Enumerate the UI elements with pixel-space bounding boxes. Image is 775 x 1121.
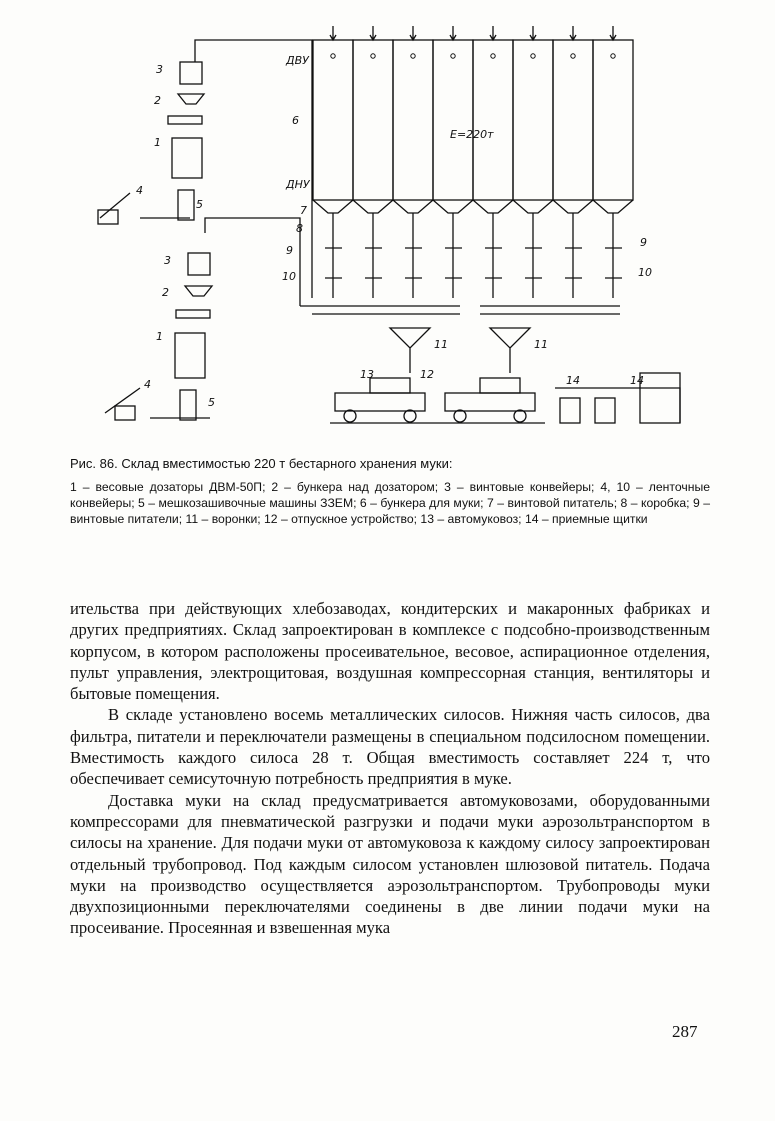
label-capacity: Е=220т xyxy=(450,128,494,141)
label-7: 7 xyxy=(300,204,307,217)
funnel-left xyxy=(390,328,430,373)
label-dnu: ДНУ xyxy=(286,178,310,191)
figure-caption xyxy=(70,456,710,527)
page-number: 287 xyxy=(672,1022,698,1041)
inlet-pipe-2 xyxy=(205,218,300,306)
label-14-b: 14 xyxy=(630,374,644,387)
label-4-lower: 4 xyxy=(144,378,151,391)
inlet-pipe xyxy=(195,40,312,298)
label-3-lower: 3 xyxy=(164,254,171,267)
label-11-left: 11 xyxy=(434,338,448,351)
collector-lines xyxy=(300,306,620,314)
label-11-right: 11 xyxy=(534,338,548,351)
label-2-lower: 2 xyxy=(162,286,169,299)
label-dvu: ДВУ xyxy=(286,54,309,67)
funnel-right xyxy=(490,328,530,373)
diagram-labels xyxy=(136,54,652,409)
label-6: 6 xyxy=(292,114,299,127)
label-9-left: 9 xyxy=(286,244,293,257)
label-10-left: 10 xyxy=(282,270,296,283)
paragraph-3: Доставка муки на склад предусматривается автомуковозами, оборудованными компрессорами для пневматической разгрузки и подачи муки аэрозольтранспортом в силосы на хранение. Для подачи муки от автомуковоза к каждому силосу запроектирован отдельный трубопровод. Под каждым силосом установлен шлюзовой питатель. Подача муки на производство осуществляется аэрозольтранспортом. Трубопроводы муки двухпозиционными переключателями соединены в две линии подачи муки на просеивание. Просеянная и взвешенная мука xyxy=(70,790,710,938)
diagram-lines xyxy=(98,26,680,423)
label-14-a: 14 xyxy=(566,374,580,387)
silos xyxy=(313,40,633,213)
trucks xyxy=(330,378,545,423)
label-1-lower: 1 xyxy=(156,330,163,343)
label-5-upper: 5 xyxy=(196,198,203,211)
inlet-arrows xyxy=(330,26,616,40)
label-2-upper: 2 xyxy=(154,94,161,107)
label-3-upper: 3 xyxy=(156,63,163,76)
label-8: 8 xyxy=(296,222,303,235)
label-9-right: 9 xyxy=(640,236,647,249)
label-5-lower: 5 xyxy=(208,396,215,409)
dosing-line-upper xyxy=(98,62,204,224)
diagram-svg xyxy=(60,18,720,438)
label-4-upper: 4 xyxy=(136,184,143,197)
label-13: 13 xyxy=(360,368,374,381)
label-1-upper: 1 xyxy=(154,136,161,149)
caption-title: Рис. 86. Склад вместимостью 220 т бестарного хранения муки: xyxy=(70,456,453,471)
body-text xyxy=(70,598,710,939)
silo-warehouse-diagram xyxy=(60,18,720,438)
paragraph-2: В складе установлено восемь металлических силосов. Нижняя часть силосов, два фильтра, питатели и переключатели размещены в специальном подсилосном помещении. Вместимость каждого силоса 28 т. Общая вместимость составляет 224 т, что обеспечивает семисуточную потребность предприятия в муке. xyxy=(70,705,710,789)
caption-legend: 1 – весовые дозаторы ДВМ-50П; 2 – бункера над дозатором; 3 – винтовые конвейеры; 4, 10 – ленточные конвейеры; 5 – мешкозашивочные машины ЗЗЕМ; 6 – бункера для муки; 7 – винтовой питатель; 8 – коробка; 9 – винтовые питатели; 11 – воронки; 12 – отпускное устройство; 13 – автомуковоз; 14 – приемные щитки xyxy=(70,480,710,526)
paragraph-1: ительства при действующих хлебозаводах, кондитерских и макаронных фабриках и других предприятиях. Склад запроектирован в комплексе с подсобно-производственным корпусом, в котором расположены просеивательное, весовое, аспирационное отделения, пульт управления, электрощитовая, воздушная компрессорная станция, вентиляторы и бытовые помещения. xyxy=(70,599,710,704)
label-12: 12 xyxy=(420,368,434,381)
label-10-right: 10 xyxy=(638,266,652,279)
feeder-branches xyxy=(325,213,622,298)
